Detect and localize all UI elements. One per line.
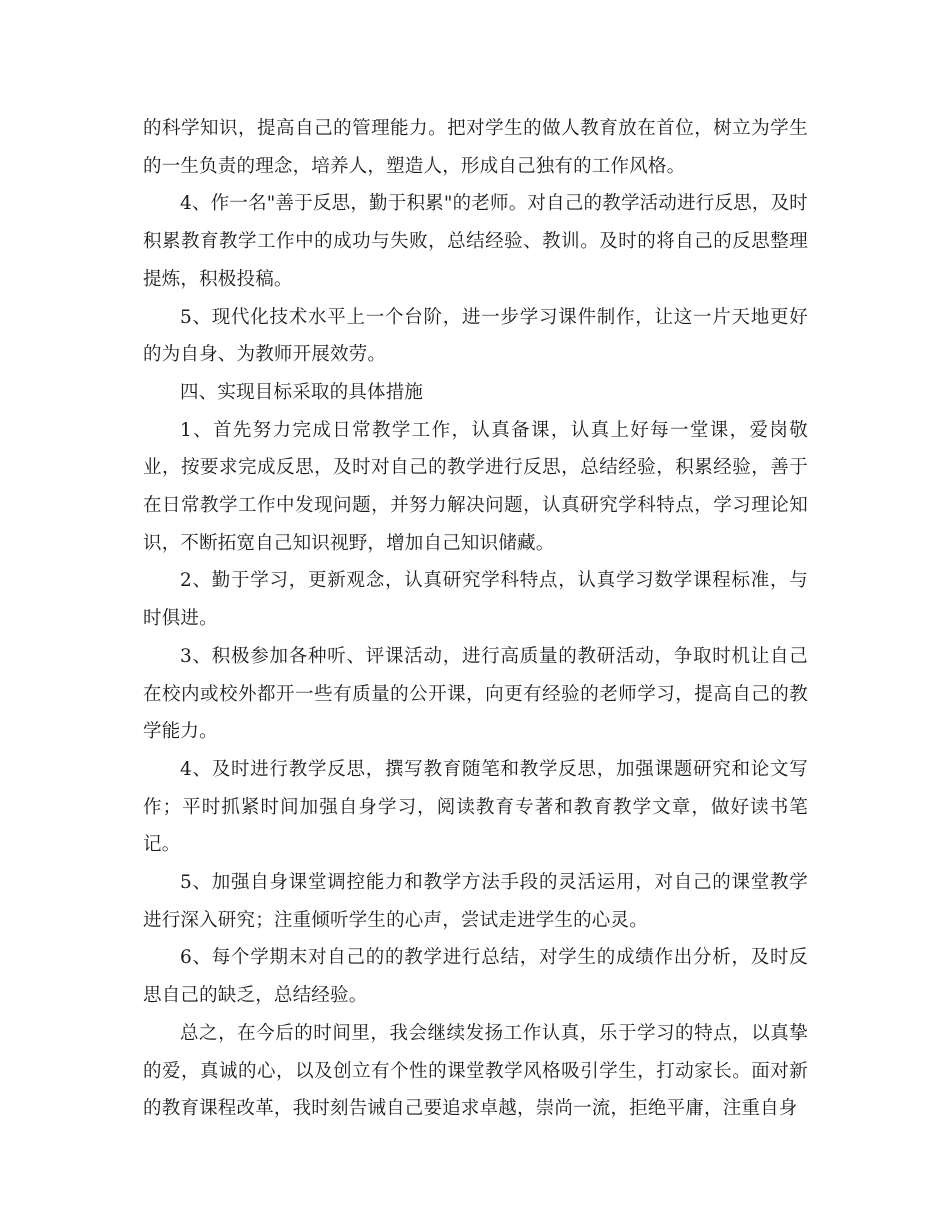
paragraph: 3、积极参加各种听、评课活动，进行高质量的教研活动，争取时机让自己在校内或校外都开一些有质量的公开课，向更有经验的老师学习，提高自己的教学能力。 xyxy=(143,645,808,743)
paragraph: 的科学知识，提高自己的管理能力。把对学生的做人教育放在首位，树立为学生的一生负责的理念，培养人，塑造人，形成自己独有的工作风格。 xyxy=(143,118,808,177)
paragraph: 5、现代化技术水平上一个台阶，进一步学习课件制作，让这一片天地更好的为自身、为教师开展效劳。 xyxy=(143,306,808,366)
paragraph: 1、首先努力完成日常教学工作，认真备课，认真上好每一堂课，爱岗敬业，按要求完成反思，及时对自己的教学进行反思，总结经验，积累经验，善于在日常教学工作中发现问题，并努力解决问题，认真研究学科特点，学习理论知识，不断拓宽自己知识视野，增加自己知识储藏。 xyxy=(143,419,808,554)
paragraph: 4、作一名"善于反思，勤于积累"的老师。对自己的教学活动进行反思，及时积累教育教学工作中的成功与失败，总结经验、教训。及时的将自己的反思整理提炼，积极投稿。 xyxy=(143,193,808,290)
paragraph: 5、加强自身课堂调控能力和教学方法手段的灵活运用，对自己的课堂教学进行深入研究；注重倾听学生的心声，尝试走进学生的心灵。 xyxy=(143,872,808,931)
paragraph: 2、勤于学习，更新观念，认真研究学科特点，认真学习数学课程标准，与时俱进。 xyxy=(143,570,808,630)
paragraph: 6、每个学期末对自己的的教学进行总结，对学生的成绩作出分析，及时反思自己的缺乏，总结经验。 xyxy=(143,947,808,1007)
paragraph: 总之，在今后的时间里，我会继续发扬工作认真，乐于学习的特点，以真挚的爱，真诚的心，以及创立有个性的课堂教学风格吸引学生，打动家长。面对新的教育课程改革，我时刻告诫自己要追求卓越，崇尚一流，拒绝平庸，注重自身 xyxy=(143,1022,808,1120)
document-body xyxy=(143,110,808,1128)
section-heading: 四、实现目标采取的具体措施 xyxy=(180,381,424,403)
paragraph: 4、及时进行教学反思，撰写教育随笔和教学反思，加强课题研究和论文写作；平时抓紧时间加强自身学习，阅读教育专著和教育教学文章，做好读书笔记。 xyxy=(143,758,808,856)
